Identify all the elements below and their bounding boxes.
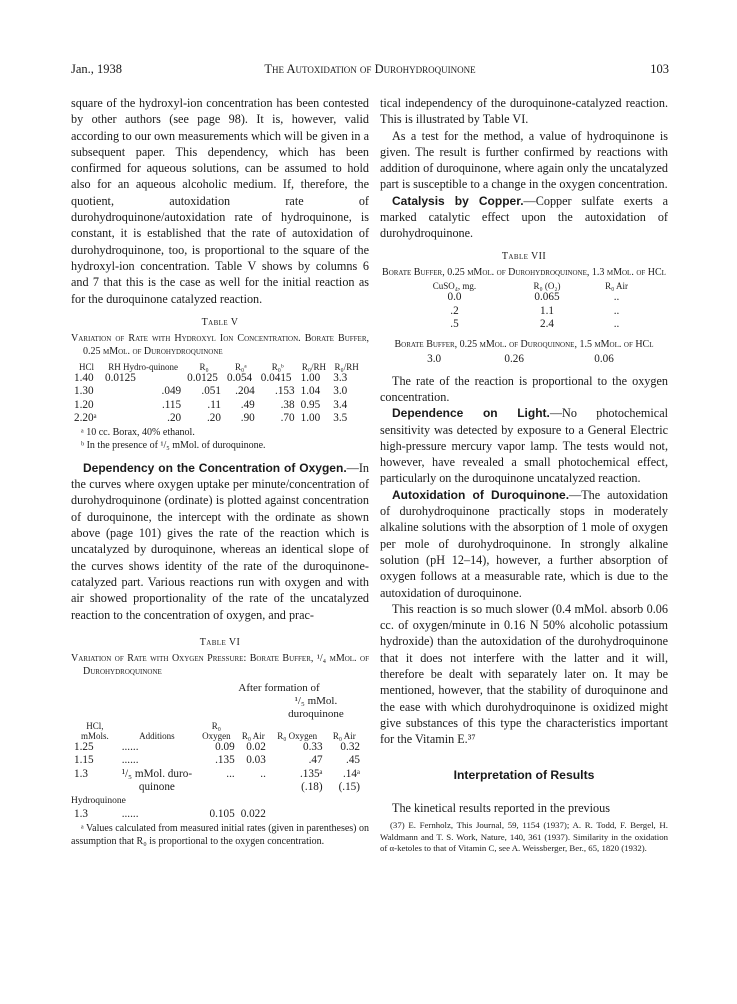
paragraph: square of the hydroxyl-ion concentration has been contested by other authors (see page 98). It is, however, valid according to our own measurements which will be given in a subsequent paper. This dependency, which has been confirmed for aqueous solutions, can be assumed to hold also for an aqueous alcoholic medium. If, therefore, the quotient, autoxidation rate of durohydroquinone/autoxidation rate of hydroquinone, is constant, it is established that the rate of autoxidation of durohydroquinone, too, is proportional to the square of the hydroxyl-ion concentration. Table V shows by columns 6 and 7 that this is the case as well for the initial reaction as for the duroquinone catalyzed reaction. [71, 96, 369, 306]
table-caption: Variation of Rate with Hydroxyl Ion Concentration. Borate Buffer, 0.25 mMol. of Durohydroquinone [71, 332, 369, 358]
table-row [71, 412, 363, 426]
right-column [380, 95, 668, 855]
col-header: R₀/RH [301, 361, 326, 372]
section-heading: Autoxidation of Duroquinone. [392, 487, 570, 502]
table-caption: Variation of Rate with Oxygen Pressure: Borate Buffer, ¹/₄ mMol. of Durohydroquinone [71, 652, 369, 678]
cell: .45 [346, 754, 360, 767]
span-header: ¹/₅ mMol. duroquinone [288, 694, 344, 720]
paragraph [380, 405, 668, 486]
cell: 0.26 [504, 353, 524, 366]
cell: 0.065 [534, 291, 560, 304]
section-heading: Dependency on the Concentration of Oxygen. [83, 460, 347, 475]
table-row [71, 754, 363, 768]
cell: 0.06 [594, 353, 614, 366]
cell: .20 [167, 412, 182, 425]
paragraph-text: —In the curves where oxygen uptake per minute/concentration of durohydroquinone (ordinate) is plotted against concentration of duroquinone, the intercept with the ordinate as shown above (page 101) gives the rate of the reaction which is uncatalyzed by duroquinone, whereas an identical slope of the curves shows identity of the rate of the duroquinone-catalyzed part. Various reactions run with oxygen and with air showed proportionality of the rate of the uncatalyzed reaction to the concentration of oxygen, and prac- [71, 460, 369, 622]
cell: .115 [161, 398, 182, 411]
col-header: R₀ Oxygen [277, 730, 318, 741]
left-column [71, 95, 369, 848]
cell: 1.15 [74, 754, 94, 767]
cell: .11 [207, 398, 221, 411]
cell: 0.0 [447, 291, 462, 304]
cell: quinone [138, 781, 175, 794]
col-header: R₀ Oxygen [202, 720, 231, 741]
cell: 0.022 [240, 808, 266, 821]
cell: 1.3 [74, 767, 88, 780]
cell: 1.3 [74, 808, 88, 821]
paragraph [380, 487, 668, 601]
table-row [71, 781, 363, 795]
cell: (.15) [338, 781, 360, 794]
cell: .135ᵃ [299, 767, 323, 780]
table-label: Table VII [501, 250, 547, 262]
cell: 3.5 [333, 412, 348, 425]
cell: .20 [206, 412, 221, 425]
cell: 0.33 [303, 740, 323, 753]
table-caption: Borate Buffer, 0.25 mMol. of Duroquinone, 1.5 mMol. of HCl [394, 338, 654, 350]
paragraph: The rate of the reaction is proportional to the oxygen concentration. [380, 373, 668, 404]
table-row [71, 768, 363, 782]
cell: 0.09 [215, 740, 235, 753]
cell: 0.105 [209, 808, 235, 821]
footnote: ᵃ Values calculated from measured initial rates (given in parentheses) on assumption that R₀ is proportional to the oxygen concentration. [71, 822, 370, 847]
cell: 3.4 [333, 398, 348, 411]
cell: .049 [161, 385, 182, 398]
col-header: R₀ Air [332, 730, 356, 741]
col-header: HCl [79, 361, 95, 372]
paragraph [380, 193, 668, 242]
cell: 3.0 [427, 353, 442, 366]
reference: (37) E. Fernholz, This Journal, 59, 1154 (1937); A. R. Todd, F. Bergel, H. Waldmann and T. S. Work, Nature, 140, 361 (1937). Similarity in the oxidation of α-ketoles to that of Vitamin C, see A. Weissberger, Ber., 65, 1820 (1932). [380, 820, 668, 854]
cell: .135 [215, 754, 235, 767]
footnote: ᵃ 10 cc. Borax, 40% ethanol. [81, 426, 195, 438]
cell: 0.95 [300, 398, 321, 411]
cell: 1.00 [300, 412, 321, 425]
section-heading: Dependence on Light. [392, 406, 550, 421]
cell: 2.4 [540, 318, 554, 331]
table-row [71, 385, 363, 399]
table-row [71, 741, 363, 755]
table-row [71, 808, 363, 822]
cell: .70 [280, 412, 295, 425]
cell: ...... [121, 808, 139, 821]
cell: .47 [308, 754, 323, 767]
cell: 1.00 [300, 371, 321, 384]
table-row [71, 399, 363, 413]
cell: (.18) [301, 781, 323, 794]
cell: 2.20ᵃ [74, 412, 97, 425]
running-title: The Autoxidation of Durohydroquinone [264, 62, 476, 76]
section-heading: Interpretation of Results [453, 767, 595, 782]
col-header: R₀ (O₂) [533, 281, 561, 292]
paragraph-text: —Copper sulfate exerts a marked catalytic effect upon the autoxidation of durohydroquinone. [380, 193, 668, 241]
paragraph [71, 460, 369, 623]
table-row [399, 305, 649, 319]
cell: ¹/₅ mMol. duro- [121, 767, 193, 780]
col-header: CuSO₄, mg. [432, 281, 477, 292]
cell: 1.30 [74, 385, 94, 398]
cell: 0.02 [246, 740, 266, 753]
cell: .. [613, 304, 620, 317]
cell: 0.0125 [187, 371, 218, 384]
row-group-label: Hydroquinone [71, 795, 126, 806]
cell: 0.03 [246, 754, 266, 767]
table-vi [71, 682, 363, 822]
section-heading: Catalysis by Copper. [392, 193, 524, 208]
table-label: Table V [201, 316, 239, 328]
col-header: R₀ Air [605, 281, 628, 292]
cell: .38 [280, 398, 295, 411]
cell: 1.1 [540, 304, 554, 317]
table-row [399, 318, 649, 332]
cell: ...... [121, 754, 139, 767]
table-vii [399, 281, 649, 332]
paragraph: This reaction is so much slower (0.4 mMol. absorb 0.06 cc. of oxygen/minute in 0.16 N 50% alcoholic potassium hydroxide) than the autoxidation of the durohydroquinone that it does not interfere with the latter and it will, therefore be dealt with separately later on. It may be mentioned, however, that the stability of duroquinone and the ease with which durohydroquinone is oxidized might give substances of this type the characteristics important for the Vitamin E.³⁷ [380, 601, 668, 747]
cell: .051 [201, 385, 221, 398]
table-label: Table VI [199, 636, 241, 648]
cell: 0.32 [340, 740, 360, 753]
cell: 0.0415 [260, 371, 292, 384]
cell: .. [613, 318, 620, 331]
table-caption: Borate Buffer, 0.25 mMol. of Durohydroquinone, 1.3 mMol. of HCl [382, 266, 666, 278]
cell: ...... [121, 740, 139, 753]
cell: .90 [240, 412, 255, 425]
paragraph: The kinetical results reported in the previous [392, 800, 610, 815]
paragraph: As a test for the method, a value of hydroquinone is given. The result is further confirmed by reactions with addition of duroquinone, where again only the uncatalyzed part is susceptible to a change in the oxygen concentration. [380, 128, 668, 192]
table-v [71, 362, 363, 426]
cell: 0.0125 [105, 371, 136, 384]
cell: ... [226, 767, 235, 780]
cell: .5 [450, 318, 459, 331]
issue-date: Jan., 1938 [71, 62, 123, 76]
paragraph: tical independency of the duroquinone-catalyzed reaction. This is illustrated by Table VI. [380, 96, 668, 127]
cell [238, 781, 269, 795]
cell [195, 781, 238, 795]
cell: 3.3 [333, 371, 348, 384]
col-header: RH Hydro-quinone [108, 361, 178, 372]
cell: .. [613, 291, 620, 304]
cell: .49 [240, 398, 255, 411]
cell: .14ᵃ [342, 767, 360, 780]
paragraph-text: —No photochemical sensitivity was detected by exposure to a General Electric high-pressure mercury vapor lamp. The tests would not, however, have revealed a small photochemical effect, particularly on the duroquinone uncatalyzed reaction. [380, 406, 668, 486]
cell: 1.40 [74, 371, 94, 384]
page-number: 103 [650, 62, 669, 76]
col-header: R₀ᵇ [271, 361, 284, 372]
span-header: After formation of [238, 681, 320, 694]
table-row [399, 291, 649, 305]
col-header: R₀ [199, 361, 209, 372]
cell: 1.25 [74, 740, 94, 753]
cell: 1.20 [74, 398, 94, 411]
cell: 3.0 [333, 385, 348, 398]
col-header: R₀/RH [334, 361, 359, 372]
paragraph-text: —The autoxidation of durohydroquinone practically stops in moderately alkaline solutions with the absorption of 1 mole of oxygen per mole of durohydroquinone. In strongly alkaline solution (pH 12–14), however, a further absorption of oxygen follows at a measurable rate, which is due to the autoxidation of duroquinone. [380, 487, 668, 600]
cell: 1.04 [300, 385, 321, 398]
table-row [399, 353, 649, 367]
cell: .2 [450, 304, 459, 317]
col-header: Additions [139, 730, 175, 741]
cell: .204 [235, 385, 255, 398]
col-header: R₀ᵃ [235, 361, 247, 372]
cell: 0.054 [226, 371, 253, 384]
table-row [71, 372, 363, 386]
col-header: HCl, mMols. [80, 720, 109, 741]
table-vii-part2 [399, 353, 649, 367]
cell: .153 [275, 385, 295, 398]
cell: .. [260, 767, 266, 780]
cell [71, 781, 119, 795]
running-header [71, 62, 669, 78]
footnote: ᵇ In the presence of ¹/₅ mMol. of duroquinone. [81, 439, 266, 451]
col-header: R₀ Air [241, 730, 265, 741]
